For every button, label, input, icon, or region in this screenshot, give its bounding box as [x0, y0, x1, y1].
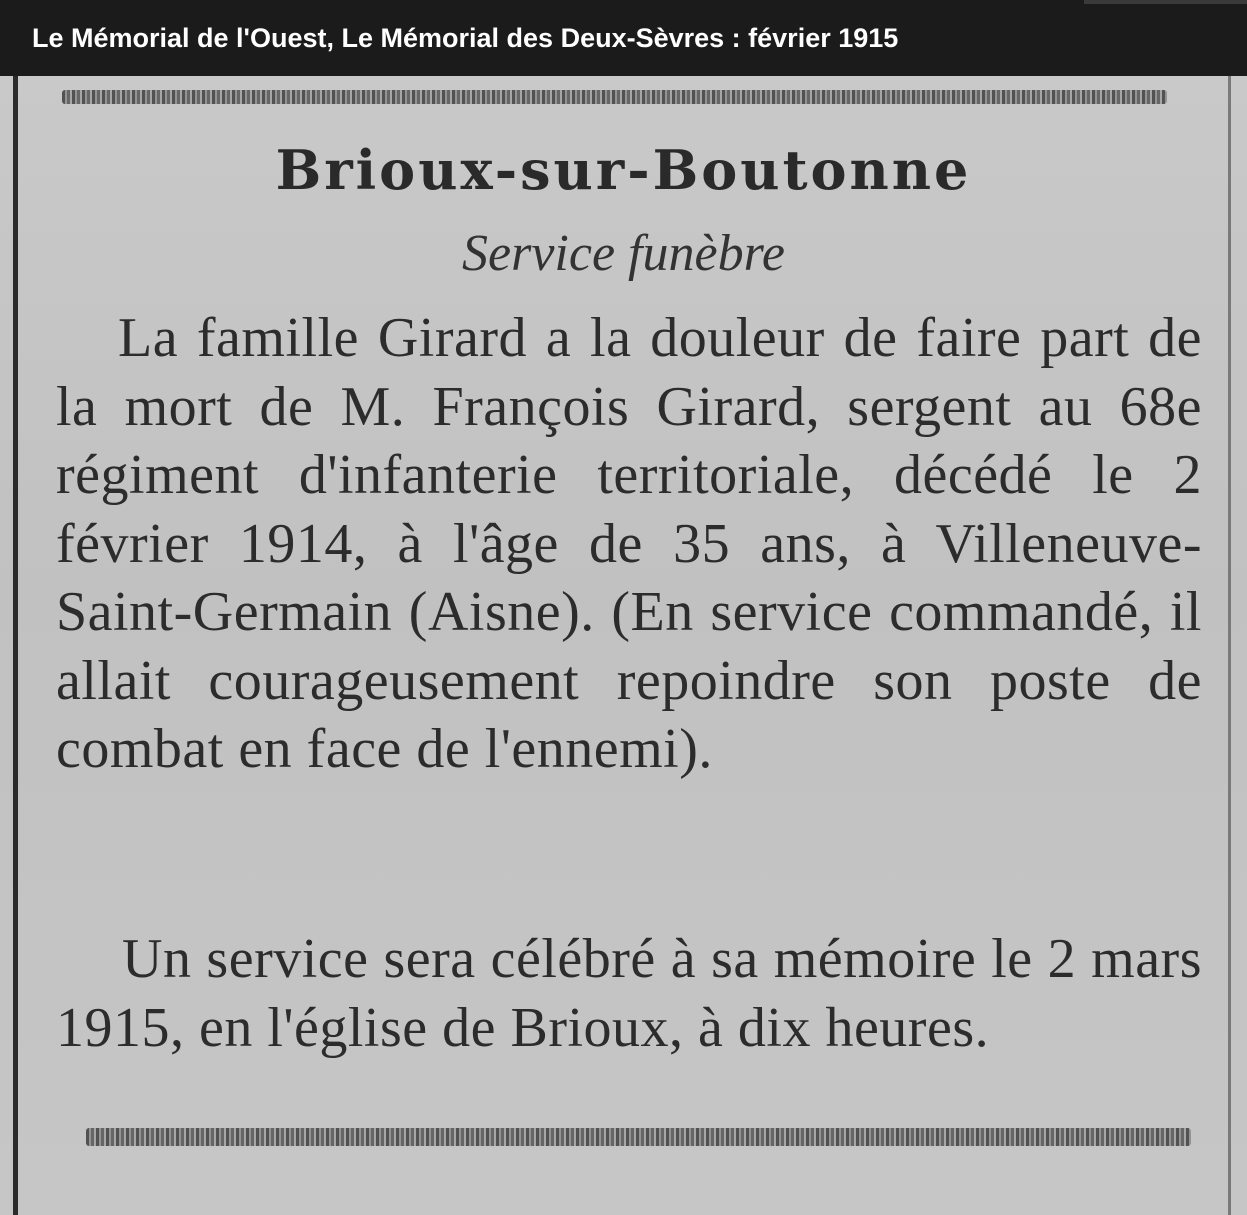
window-title: Le Mémorial de l'Ouest, Le Mémorial des Deux-Sèvres : février 1915: [32, 23, 899, 53]
ornamental-divider-top: [62, 90, 1167, 104]
article-heading: Brioux-sur-Boutonne: [275, 138, 972, 202]
article-paragraph-1: La famille Girard a la douleur de faire part de la mort de M. François Girard, sergent au 68e régiment d'infanterie territoriale, décédé le 2 février 1914, à l'âge de 35 ans, à Villeneuve-Saint-Germain (Aisne). (En service commandé, il allait courageusement repoindre son poste de combat en face de l'ennemi).: [56, 307, 1202, 780]
window-corner-tab: [1084, 0, 1247, 4]
window-title-bar: [0, 0, 1247, 76]
ornamental-divider-bottom: [86, 1128, 1191, 1146]
article-subheading: Service funèbre: [462, 225, 785, 282]
article-paragraph-2: Un service sera célébré à sa mémoire le 2 mars 1915, en l'église de Brioux, à dix heures.: [56, 928, 1202, 1059]
newspaper-clipping: [0, 76, 1247, 1215]
